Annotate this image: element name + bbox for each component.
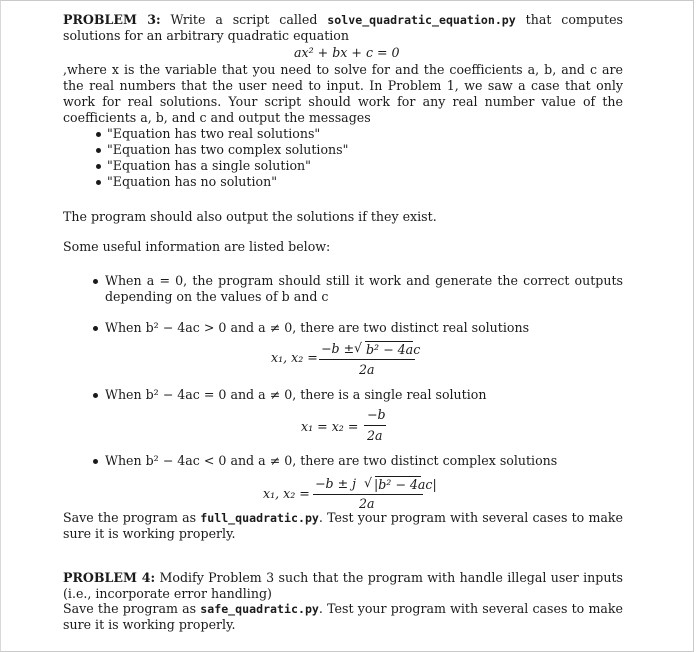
problem4-heading: PROBLEM 4:: [63, 570, 156, 585]
save-post: . Test your program with several cases to make sure it is working properly.: [63, 510, 623, 541]
problem3-intro-post: that computes solutions for an arbitrary quadratic equation: [63, 12, 623, 43]
sqrt-symbol: √: [354, 340, 363, 355]
case4-radicand: |b² − 4ac|: [374, 477, 437, 492]
save-post: . Test your program with several cases to make sure it is working properly.: [63, 601, 623, 632]
quadratic-equation: ax² + bx + c = 0: [294, 45, 400, 60]
save-filename: full_quadratic.py: [200, 511, 319, 525]
bullet-dot: [96, 180, 101, 185]
useful-info-text: Some useful information are listed below:: [63, 239, 331, 254]
message-none: "Equation has no solution": [107, 174, 277, 189]
sqrt-symbol: √: [364, 475, 373, 490]
bullet-dot: [93, 393, 98, 398]
case2-numerator-pre: −b ±: [321, 341, 355, 356]
bullet-dot: [96, 164, 101, 169]
case-single-real: When b² − 4ac = 0 and a ≠ 0, there is a single real solution: [105, 387, 487, 402]
output-solutions-text: The program should also output the solutions if they exist.: [63, 209, 437, 224]
problem4-text: [63, 570, 623, 602]
fraction-line: [364, 425, 386, 426]
case4-numerator-pre: −b ± j: [315, 476, 357, 491]
case2-lhs: x₁, x₂ =: [271, 350, 318, 365]
problem3-heading: PROBLEM 3:: [63, 12, 161, 27]
bullet-dot: [93, 279, 98, 284]
case4-denominator: 2a: [359, 496, 375, 511]
case4-lhs: x₁, x₂ =: [263, 486, 310, 501]
fraction-line: [313, 494, 423, 495]
case3-numerator: −b: [367, 407, 386, 422]
save-safe-quadratic-text: [63, 601, 623, 633]
message-two-complex: "Equation has two complex solutions": [107, 142, 349, 157]
case3-denominator: 2a: [367, 428, 383, 443]
case-two-complex: When b² − 4ac < 0 and a ≠ 0, there are two distinct complex solutions: [105, 453, 558, 468]
case2-radicand: b² − 4ac: [366, 342, 421, 357]
message-two-real: "Equation has two real solutions": [107, 126, 321, 141]
case3-lhs: x₁ = x₂ =: [301, 419, 359, 434]
problem4-description: Modify Problem 3 such that the program with handle illegal user inputs (i.e., incorporate error handling): [63, 570, 623, 601]
problem3-intro-pre: Write a script called: [160, 12, 328, 27]
fraction-line: [319, 359, 415, 360]
bullet-dot: [93, 326, 98, 331]
problem3-filename: solve_quadratic_equation.py: [327, 13, 516, 27]
save-pre: Save the program as: [63, 510, 201, 525]
message-single: "Equation has a single solution": [107, 158, 311, 173]
case-a-zero: When a = 0, the program should still it work and generate the correct outputs depending on the values of b and c: [105, 273, 623, 304]
case-two-real: When b² − 4ac > 0 and a ≠ 0, there are two distinct real solutions: [105, 320, 530, 335]
bullet-dot: [93, 459, 98, 464]
bullet-dot: [96, 132, 101, 137]
save-filename: safe_quadratic.py: [200, 602, 319, 616]
save-full-quadratic-text: [63, 510, 623, 542]
problem3-description: ,where x is the variable that you need to solve for and the coefficients a, b, and c are the real numbers that the user need to input. In Problem 1, we saw a case that only work for real solutions. Your script should work for any real number value of the coefficients a, b, and c and output the messages: [63, 62, 623, 125]
case2-denominator: 2a: [359, 362, 375, 377]
problem3-intro: [63, 12, 623, 44]
save-pre: Save the program as: [63, 601, 201, 616]
bullet-dot: [96, 148, 101, 153]
